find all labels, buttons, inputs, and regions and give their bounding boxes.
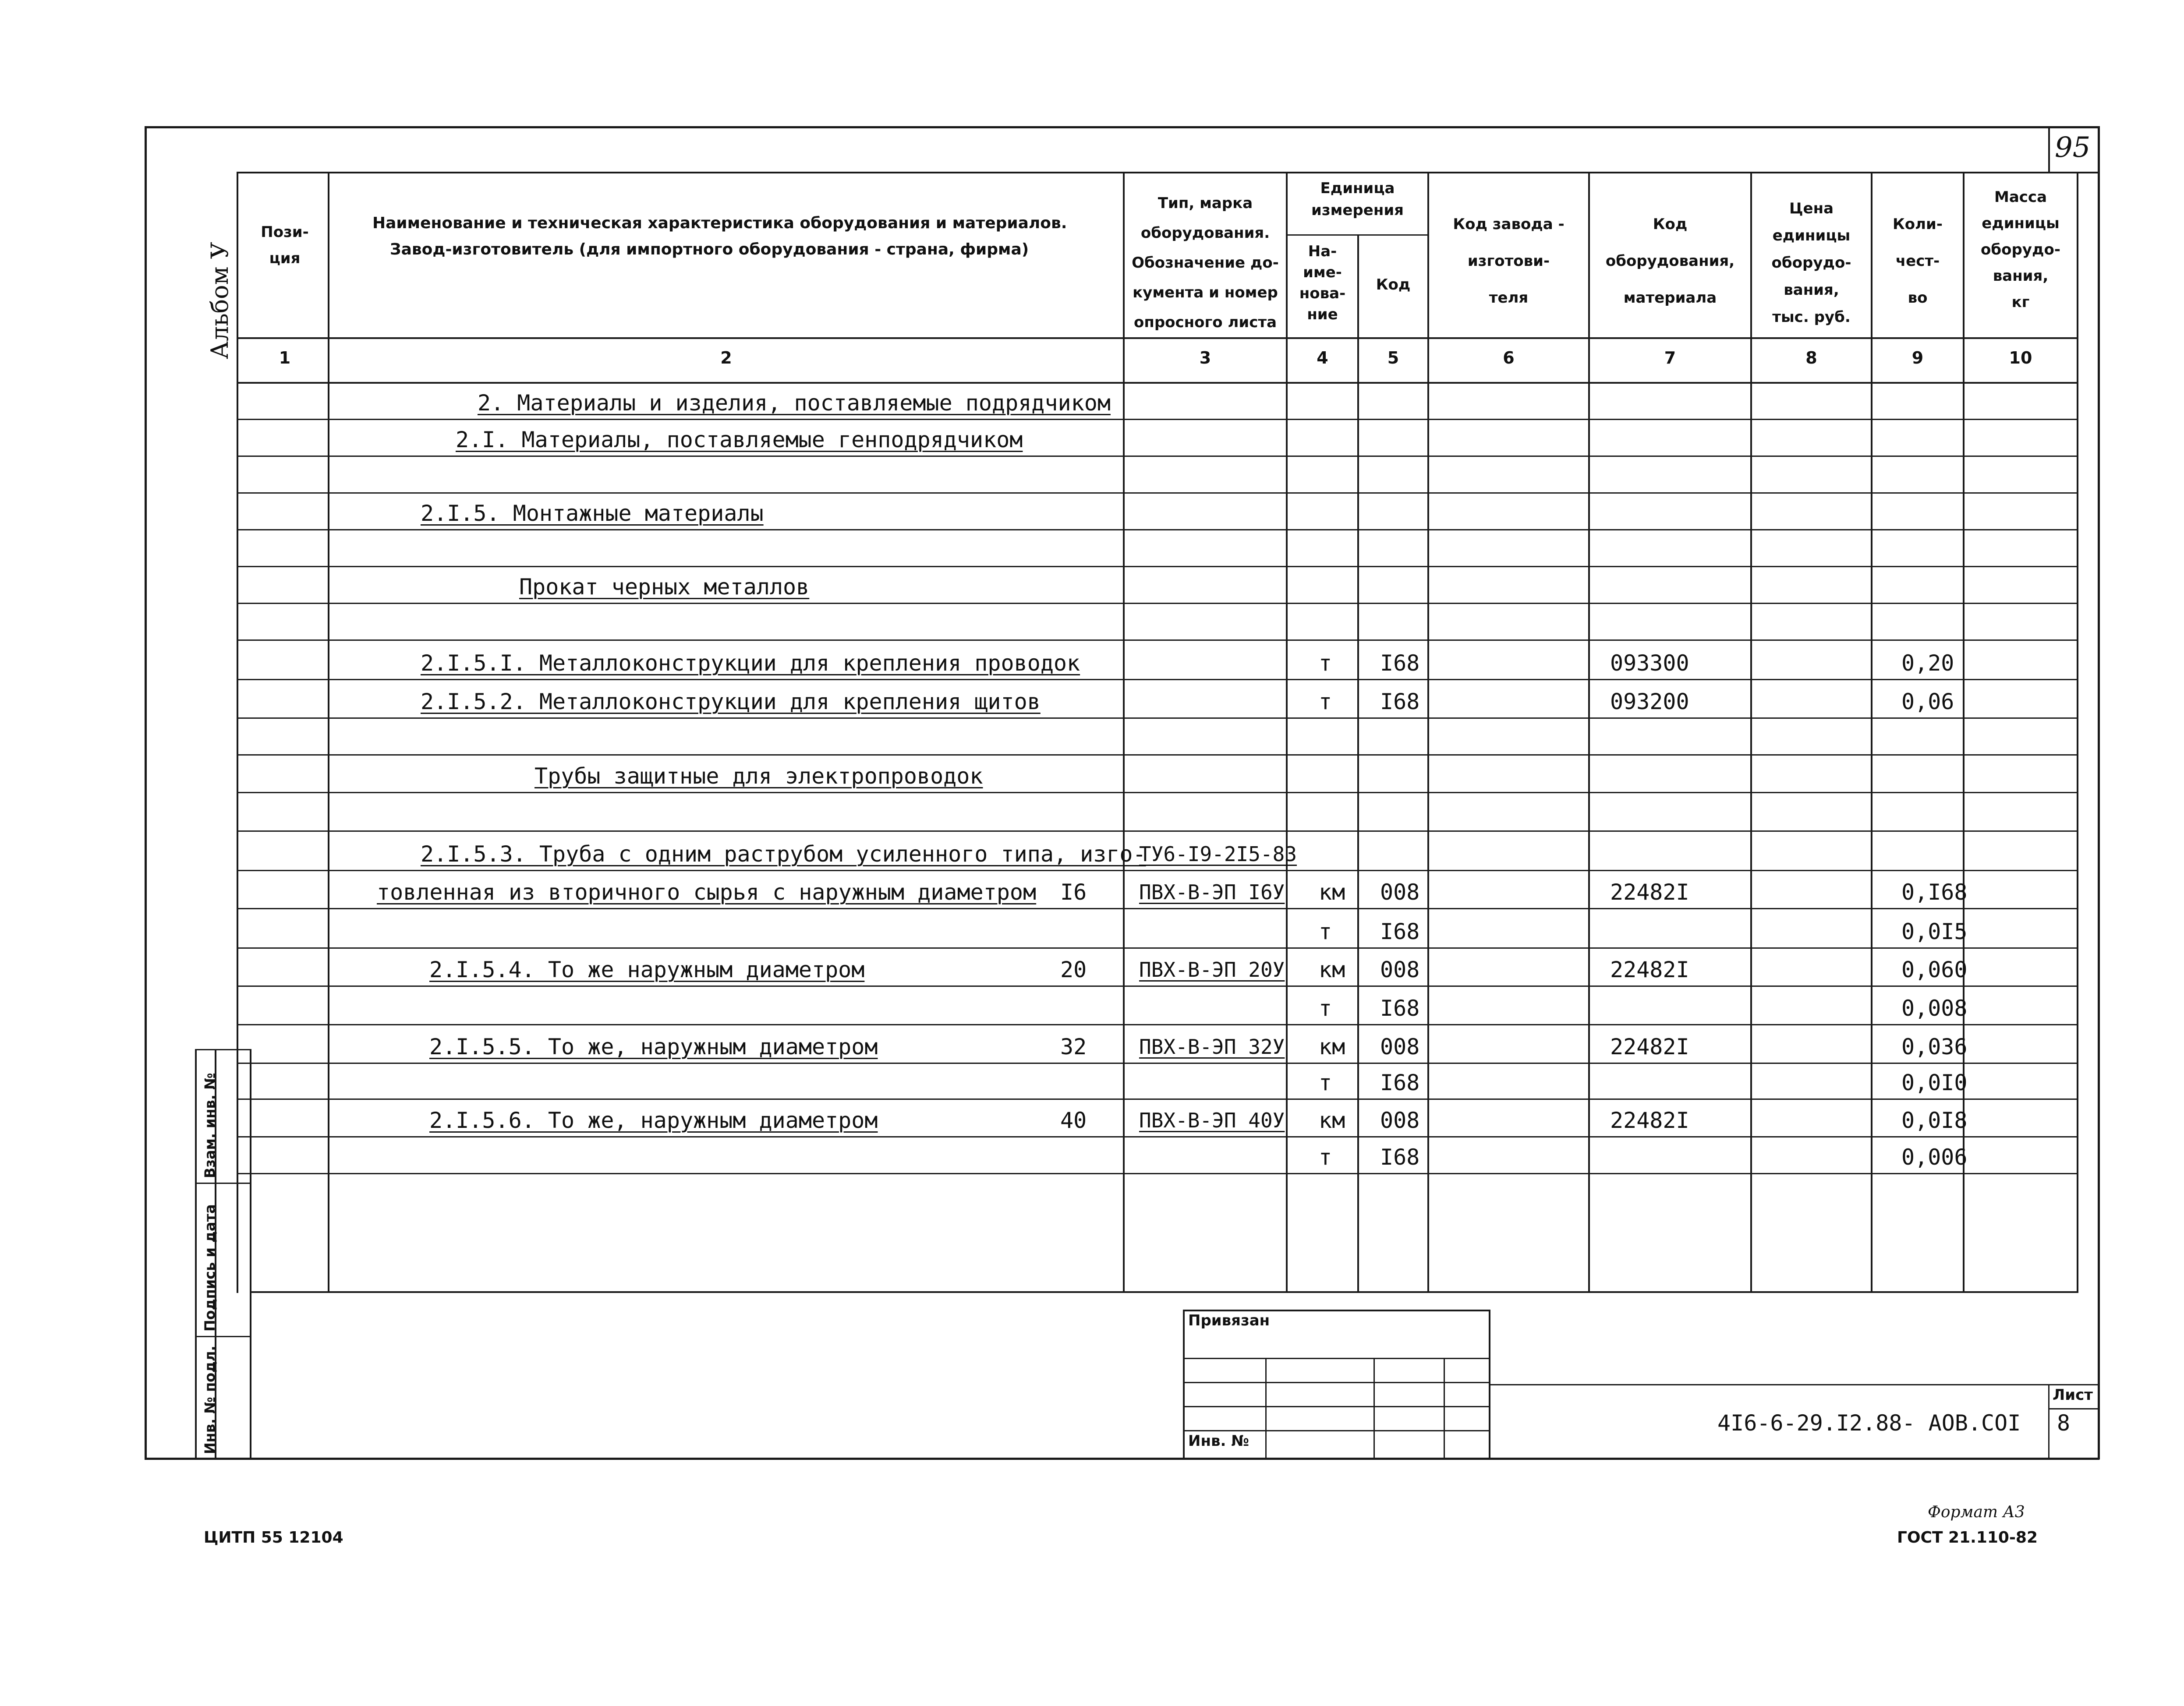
colnum-6: 6 <box>1503 348 1515 367</box>
side-label-podpis: Подпись и дата <box>202 1204 218 1332</box>
table-cell: ТУ6-I9-2I5-83 <box>1139 842 1297 866</box>
footer-gost: ГОСТ 21.110-82 <box>1897 1529 2038 1547</box>
row-divider <box>238 908 2077 909</box>
header-material-code: Код оборудования, материала <box>1605 215 1735 307</box>
table-cell: Прокат черных металлов <box>519 574 810 600</box>
table-cell: ПВХ-В-ЭП 20У <box>1139 958 1285 982</box>
row-divider <box>238 419 2077 420</box>
header-unit-code: Код <box>1376 276 1411 293</box>
row-divider <box>238 603 2077 604</box>
table-cell: ПВХ-В-ЭП 40У <box>1139 1109 1285 1132</box>
table-cell: км <box>1319 879 1345 905</box>
table-top <box>237 172 2098 173</box>
table-cell: 2.I.5.I. Металлоконструкции для крепления проводок <box>421 650 1080 676</box>
table-cell: т <box>1319 650 1332 676</box>
table-cell: 0,06 <box>1901 689 1954 714</box>
colnum-7: 7 <box>1664 348 1676 367</box>
table-cell: ПВХ-В-ЭП I6У <box>1139 880 1285 904</box>
table-cell: 093200 <box>1610 689 1689 714</box>
table-cell: 22482I <box>1610 1108 1689 1133</box>
table-cell: 093300 <box>1610 650 1689 676</box>
header-manufacturer-code: Код завода - изготови- теля <box>1453 215 1565 307</box>
row-divider <box>238 792 2077 793</box>
row-divider <box>238 870 2077 871</box>
side-label-vzam: Взам. инв. № <box>202 1073 218 1178</box>
table-cell: 008 <box>1380 957 1420 982</box>
table-cell: I68 <box>1380 1144 1420 1170</box>
colnum-8: 8 <box>1805 348 1817 367</box>
table-cell: 2.I.5.3. Труба с одним раструбом усиленного типа, изго- <box>421 841 1146 867</box>
table-cell: км <box>1319 1108 1345 1133</box>
table-cell: 2. Материалы и изделия, поставляемые подрядчиком <box>478 390 1111 416</box>
frame-bottom <box>145 1458 2099 1460</box>
table-right <box>2077 172 2078 1293</box>
table-cell: т <box>1319 689 1332 714</box>
header-name: Наименование и техническая характеристика оборудования и материалов. Завод-изготовитель (для импортного оборудования - страна, фирма) <box>372 214 1067 258</box>
table-cell: I68 <box>1380 1070 1420 1095</box>
colnum-1: 1 <box>279 348 291 367</box>
header-mass: Масса единицы оборудо- вания, кг <box>1981 188 2060 311</box>
table-cell: товленная из вторичного сырья с наружным диаметром <box>377 879 1037 905</box>
table-cell: км <box>1319 1034 1345 1060</box>
table-cell: т <box>1319 919 1332 944</box>
colnum-2: 2 <box>720 348 732 367</box>
row-divider <box>238 985 2077 987</box>
frame-right <box>2098 126 2100 1459</box>
footer-left: ЦИТП 55 12104 <box>204 1529 343 1547</box>
table-cell: I68 <box>1380 996 1420 1021</box>
colnum-9: 9 <box>1911 348 1924 367</box>
header-unit-group: Единица измерения <box>1311 180 1404 219</box>
table-cell: 0,I68 <box>1901 879 1968 905</box>
album-label: Альбом У <box>206 242 234 359</box>
table-cell: 32 <box>1060 1034 1087 1060</box>
row-divider <box>238 639 2077 641</box>
colnum-10: 10 <box>2009 348 2032 367</box>
table-cell: 0,0I8 <box>1901 1108 1968 1133</box>
table-cell: 0,0I5 <box>1901 919 1968 944</box>
table-cell: 0,20 <box>1901 650 1954 676</box>
stamp-privyazan: Привязан <box>1188 1312 1270 1329</box>
header-position: Пози- ция <box>261 223 309 267</box>
row-divider <box>238 1136 2077 1137</box>
row-divider <box>238 754 2077 756</box>
row-divider <box>238 830 2077 832</box>
header-type: Тип, марка оборудования. Обозначение до- кумента и номер опросного листа <box>1132 194 1279 331</box>
colnum-3: 3 <box>1199 348 1211 367</box>
frame-top <box>145 126 2099 128</box>
table-cell: т <box>1319 1144 1332 1170</box>
table-cell: 22482I <box>1610 957 1689 982</box>
row-divider <box>238 529 2077 530</box>
row-divider <box>238 717 2077 719</box>
table-cell: 22482I <box>1610 1034 1689 1060</box>
row-divider <box>238 679 2077 680</box>
table-cell: 20 <box>1060 957 1087 982</box>
table-cell: 2.I.5.4. То же наружным диаметром <box>429 957 865 982</box>
row-divider <box>238 1173 2077 1174</box>
document-code: 4I6-6-29.I2.88- АОВ.СОI <box>1717 1410 2021 1436</box>
sheet-number: 8 <box>2057 1410 2071 1436</box>
header-unit-name: На- име- нова- ние <box>1299 243 1346 323</box>
table-cell: км <box>1319 957 1345 982</box>
table-cell: 0,006 <box>1901 1144 1968 1170</box>
header-quantity: Коли- чест- во <box>1893 215 1943 307</box>
row-divider <box>238 947 2077 949</box>
frame-left <box>145 126 147 1459</box>
row-divider <box>238 1024 2077 1025</box>
table-cell: 0,036 <box>1901 1034 1968 1060</box>
table-cell: 40 <box>1060 1108 1087 1133</box>
table-cell: т <box>1319 996 1332 1021</box>
table-cell: I68 <box>1380 689 1420 714</box>
colnum-5: 5 <box>1387 348 1399 367</box>
row-divider <box>238 1063 2077 1064</box>
table-cell: 008 <box>1380 1034 1420 1060</box>
stamp-inv: Инв. № <box>1188 1432 1250 1450</box>
side-label-inv-podl: Инв. № подл. <box>202 1346 218 1454</box>
table-cell: 2.I.5.5. То же, наружным диаметром <box>429 1034 878 1060</box>
table-cell: 2.I.5.2. Металлоконструкции для крепления щитов <box>421 689 1041 714</box>
table-cell: I6 <box>1060 879 1087 905</box>
table-cell: 2.I.5.6. То же, наружным диаметром <box>429 1108 878 1133</box>
table-cell: 0,0I0 <box>1901 1070 1968 1095</box>
header-price: Цена единицы оборудо- вания, тыс. руб. <box>1771 200 1851 326</box>
row-divider <box>238 492 2077 494</box>
page-number: 95 <box>2055 131 2091 164</box>
row-divider <box>238 566 2077 567</box>
table-cell: Трубы защитные для электропроводок <box>534 763 983 789</box>
table-cell: 0,008 <box>1901 996 1968 1021</box>
row-divider <box>238 1098 2077 1100</box>
row-divider <box>238 456 2077 457</box>
table-cell: ПВХ-В-ЭП 32У <box>1139 1035 1285 1059</box>
sheet-label: Лист <box>2053 1386 2093 1404</box>
table-cell: I68 <box>1380 919 1420 944</box>
table-left <box>237 172 238 1293</box>
table-cell: 2.I. Материалы, поставляемые генподрядчиком <box>456 427 1023 452</box>
table-cell: I68 <box>1380 650 1420 676</box>
table-cell: 22482I <box>1610 879 1689 905</box>
table-cell: 008 <box>1380 1108 1420 1133</box>
colnum-4: 4 <box>1317 348 1328 367</box>
table-cell: 2.I.5. Монтажные материалы <box>421 501 764 526</box>
footer-format: Формат А3 <box>1928 1503 2025 1521</box>
table-cell: 0,060 <box>1901 957 1968 982</box>
table-cell: т <box>1319 1070 1332 1095</box>
table-cell: 008 <box>1380 879 1420 905</box>
